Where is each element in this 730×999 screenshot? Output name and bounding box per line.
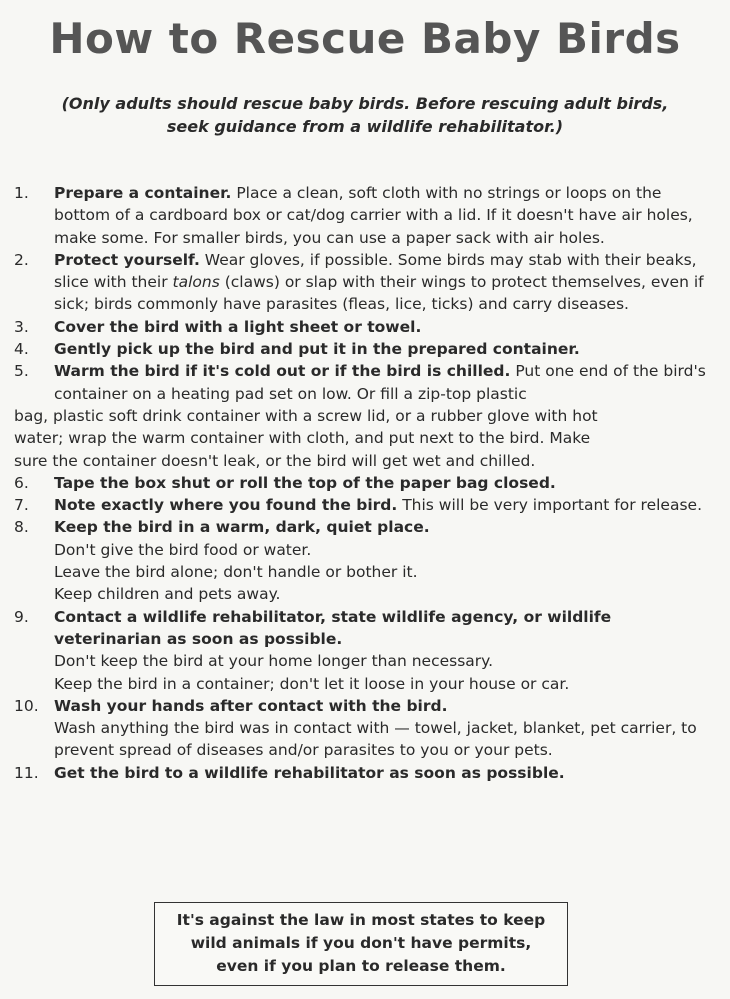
step-heading: Gently pick up the bird and put it in the prepared container. [54, 340, 580, 359]
step-9 [14, 606, 720, 695]
step-subpoint: Keep the bird in a container; don't let it loose in your house or car. [54, 674, 570, 693]
warning-line-2: wild animals if you don't have permits, [190, 934, 532, 952]
step-number: 2. [14, 250, 29, 269]
step-number: 4. [14, 340, 29, 359]
step-2 [14, 249, 720, 316]
step-3 [14, 316, 720, 338]
step-number: 3. [14, 317, 29, 336]
step-heading: Tape the box shut or roll the top of the paper bag closed. [54, 473, 556, 492]
step-subpoint: Wash anything the bird was in contact with — towel, jacket, blanket, pet carrier, to prevent spread of diseases and/or parasites to you or your pets. [54, 719, 697, 760]
legal-warning-box [154, 902, 568, 986]
step-number: 10. [14, 696, 39, 715]
step-subpoint: Don't give the bird food or water. [54, 540, 312, 559]
rescue-steps-list [14, 182, 720, 784]
step-7 [14, 494, 720, 516]
step-text: This will be very important for release. [397, 496, 702, 515]
step-11 [14, 762, 720, 784]
step-4 [14, 338, 720, 360]
talons-term: talons [172, 273, 220, 292]
step-subpoint: Keep children and pets away. [54, 585, 281, 604]
step-heading: Contact a wildlife rehabilitator, state wildlife agency, or wildlife veterinarian as soon as possible. [54, 607, 612, 648]
step-5-line-2: bag, plastic soft drink container with a screw lid, or a rubber glove with hot [14, 406, 598, 425]
step-number: 9. [14, 607, 29, 626]
step-heading: Get the bird to a wildlife rehabilitator as soon as possible. [54, 763, 565, 782]
step-subpoint: Don't keep the bird at your home longer than necessary. [54, 652, 494, 671]
step-number: 6. [14, 473, 29, 492]
step-number: 5. [14, 362, 29, 381]
adult-guidance-note [0, 92, 730, 138]
step-5 [14, 360, 720, 471]
step-heading: Wash your hands after contact with the bird. [54, 696, 448, 715]
step-10 [14, 695, 720, 762]
step-text: Wear gloves, if possible. Some birds may stab with their beaks, slice with their [54, 250, 697, 292]
step-number: 8. [14, 518, 29, 537]
step-heading: Cover the bird with a light sheet or towel. [54, 317, 422, 336]
step-text: Place a clean, soft cloth with no strings or loops on the bottom of a cardboard box or cat/dog carrier with a lid. If it doesn't have air holes, make some. For smaller birds, you can use a paper sack with air holes. [54, 184, 693, 247]
step-heading: Warm the bird if it's cold out or if the bird is chilled. [54, 362, 511, 381]
step-text: (claws) or slap with their wings to protect themselves, even if sick; birds commonly have parasites (fleas, lice, ticks) and carry diseases. [54, 273, 704, 314]
warning-line-3: even if you plan to release them. [216, 957, 506, 975]
step-heading: Note exactly where you found the bird. [54, 496, 398, 515]
step-number: 1. [14, 184, 29, 202]
note-line-2: seek guidance from a wildlife rehabilitator.) [166, 117, 564, 136]
step-heading: Prepare a container. [54, 184, 232, 202]
warning-line-1: It's against the law in most states to keep [176, 911, 546, 929]
step-6 [14, 472, 720, 494]
step-heading: Protect yourself. [54, 250, 200, 269]
step-number: 7. [14, 496, 29, 515]
step-subpoint: Leave the bird alone; don't handle or bother it. [54, 563, 418, 582]
step-1 [14, 182, 720, 249]
step-number: 11. [14, 763, 39, 782]
step-8 [14, 516, 720, 605]
note-line-1: (Only adults should rescue baby birds. Before rescuing adult birds, [61, 94, 669, 113]
step-text: Put one end of the bird's container on a heating pad set on low. Or fill a zip-top plastic [54, 362, 706, 403]
step-5-line-3: water; wrap the warm container with cloth, and put next to the bird. Make [14, 429, 591, 448]
step-5-line-4: sure the container doesn't leak, or the bird will get wet and chilled. [14, 451, 536, 470]
page-title: How to Rescue Baby Birds [49, 14, 681, 63]
step-heading: Keep the bird in a warm, dark, quiet place. [54, 518, 430, 537]
